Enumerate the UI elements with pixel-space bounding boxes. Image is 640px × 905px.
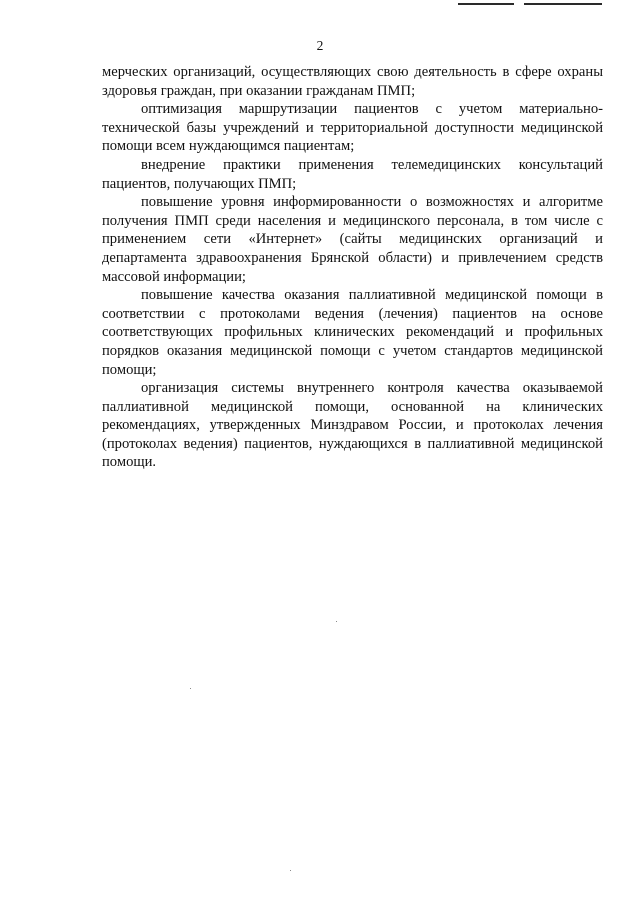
paragraph-internal-control: организация системы внутреннего контроля качества оказываемой паллиативной медицинской помощи, основанной на клинических рекомендациях, утвержденных Минздравом России, и протоколах лечения (протоколах ведения) пациентов, нуждающихся в паллиативной медицинской помощи. bbox=[102, 380, 603, 471]
header-rule-right bbox=[524, 3, 602, 5]
scan-speck bbox=[190, 688, 191, 689]
paragraph-continuation: мерческих организаций, осуществляющих свою деятельность в сфере охраны здоровья граждан, при оказании гражданам ПМП; bbox=[102, 64, 603, 99]
paragraph-telemedicine: внедрение практики применения телемедицинских консультаций пациентов, получающих ПМП; bbox=[102, 156, 603, 192]
paragraph-care-quality: повышение качества оказания паллиативной медицинской помощи в соответствии с протоколами ведения (лечения) пациентов на основе соответствующих профильных клинических рекомендаций и профильных порядков оказания медицинской помощи с учетом стандартов медицинской помощи; bbox=[102, 287, 603, 378]
header-rule-left bbox=[458, 3, 514, 5]
scan-speck bbox=[336, 621, 337, 622]
paragraph-routing-optimization: оптимизация маршрутизации пациентов с учетом материально-технической базы учреждений и территориальной доступности медицинской помощи всем нуждающимся пациентам; bbox=[102, 101, 603, 155]
document-body bbox=[102, 63, 603, 472]
paragraph-awareness: повышение уровня информированности о возможностях и алгоритме получения ПМП среди населения и медицинского персонала, в том числе с применением сети «Интернет» (сайты медицинских организаций и департамента здравоохранения Брянской области) и привлечением средств массовой информации; bbox=[102, 194, 603, 285]
page-number: 2 bbox=[316, 38, 324, 53]
scan-speck bbox=[290, 870, 291, 871]
